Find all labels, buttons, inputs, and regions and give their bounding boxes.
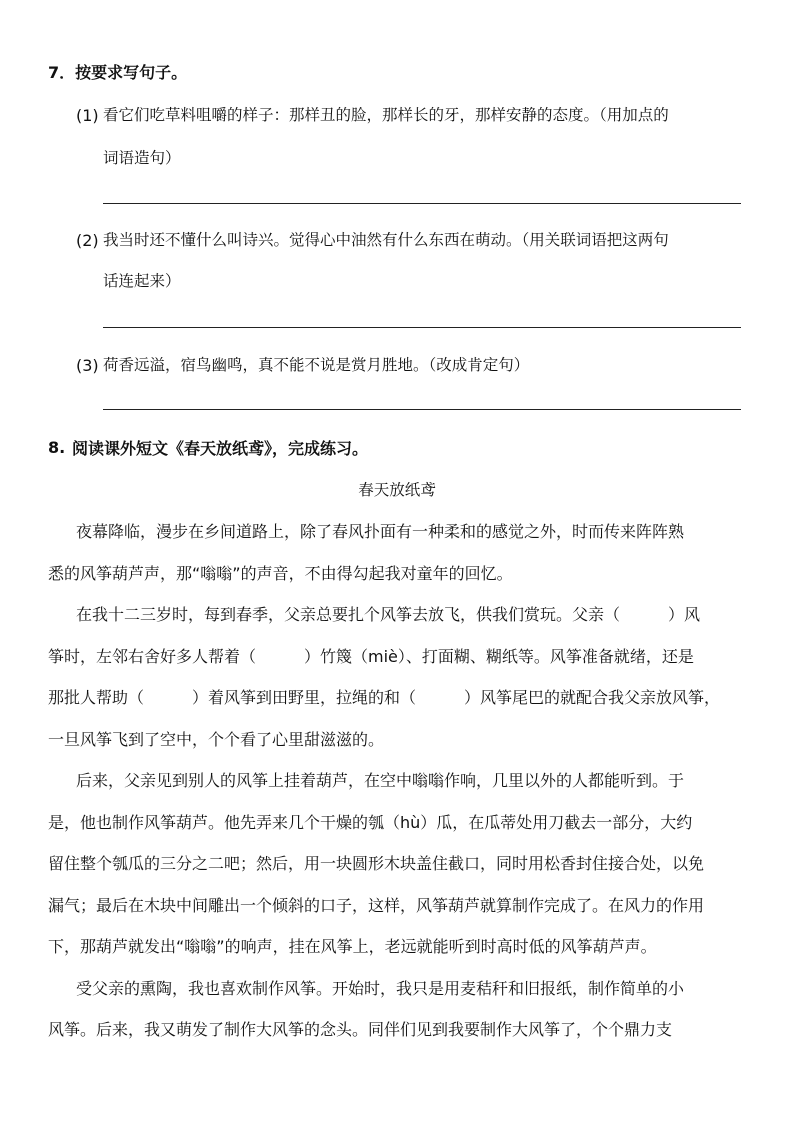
passage-line: 是，他也制作风筝葫芦。他先弄来几个干燥的瓠（hù）瓜，在瓜蒂处用刀截去一部分，大约 bbox=[48, 813, 693, 832]
q7-item2-answer-line[interactable] bbox=[103, 327, 741, 328]
q7-item1-number: (1) bbox=[76, 106, 99, 125]
q7-item2-number: (2) bbox=[76, 231, 99, 250]
passage-line: 受父亲的熏陶，我也喜欢制作风筝。开始时，我只是用麦秸秆和旧报纸，制作简单的小 bbox=[76, 979, 685, 998]
q8-title: 阅读课外短文《春天放纸鸢》，完成练习。 bbox=[72, 439, 369, 458]
q7-item2-text-line1: 我当时还不懂什么叫诗兴。觉得心中油然有什么东西在萌动。（用关联词语把这两句 bbox=[103, 231, 669, 249]
q8-number: 8. bbox=[48, 438, 66, 457]
passage-line: 后来，父亲见到别人的风筝上挂着葫芦，在空中嗡嗡作响，几里以外的人都能听到。于 bbox=[76, 771, 685, 790]
passage-line: 那批人帮助（ ）着风筝到田野里，拉绳的和（ ）风筝尾巴的就配合我父亲放风筝， bbox=[48, 688, 721, 707]
q7-item3-number: (3) bbox=[76, 356, 99, 375]
passage-line: 悉的风筝葫芦声，那“嗡嗡”的声音，不由得勾起我对童年的回忆。 bbox=[48, 564, 513, 583]
passage-line: 漏气；最后在木块中间雕出一个倾斜的口子，这样，风筝葫芦就算制作完成了。在风力的作用 bbox=[48, 896, 705, 915]
q7-item1-text-line2: 词语造句） bbox=[103, 149, 181, 167]
q7-title: 7．按要求写句子。 bbox=[48, 63, 188, 82]
passage-line: 留住整个瓠瓜的三分之二吧；然后，用一块圆形木块盖住截口，同时用松香封住接合处，以免 bbox=[48, 854, 705, 873]
passage-title: 春天放纸鸢 bbox=[358, 481, 436, 499]
q7-item3-text-line1: 荷香远溢，宿鸟幽鸣，真不能不说是赏月胜地。（改成肯定句） bbox=[103, 356, 530, 374]
passage-line: 筝时，左邻右舍好多人帮着（ ）竹篾（miè）、打面糊、糊纸等。风筝准备就绪，还是 bbox=[48, 647, 694, 666]
q7-item1-answer-line[interactable] bbox=[103, 203, 741, 204]
passage-line: 在我十二三岁时，每到春季，父亲总要扎个风筝去放飞，供我们赏玩。父亲（ ）风 bbox=[76, 605, 701, 624]
q7-item2-text-line2: 话连起来） bbox=[103, 272, 181, 290]
passage-line: 一旦风筝飞到了空中，个个看了心里甜滋滋的。 bbox=[48, 730, 385, 749]
passage-line: 夜幕降临，漫步在乡间道路上，除了春风扑面有一种柔和的感觉之外，时而传来阵阵熟 bbox=[76, 522, 685, 541]
passage-line: 下，那葫芦就发出“嗡嗡”的响声，挂在风筝上，老远就能听到时高时低的风筝葫芦声。 bbox=[48, 937, 657, 956]
q7-item1-text-line1: 看它们吃草料咀嚼的样子：那样丑的脸，那样长的牙，那样安静的态度。（用加点的 bbox=[103, 106, 669, 124]
q7-item3-answer-line[interactable] bbox=[103, 409, 741, 410]
passage-line: 风筝。后来，我又萌发了制作大风筝的念头。同伴们见到我要制作大风筝了，个个鼎力支 bbox=[48, 1020, 673, 1039]
